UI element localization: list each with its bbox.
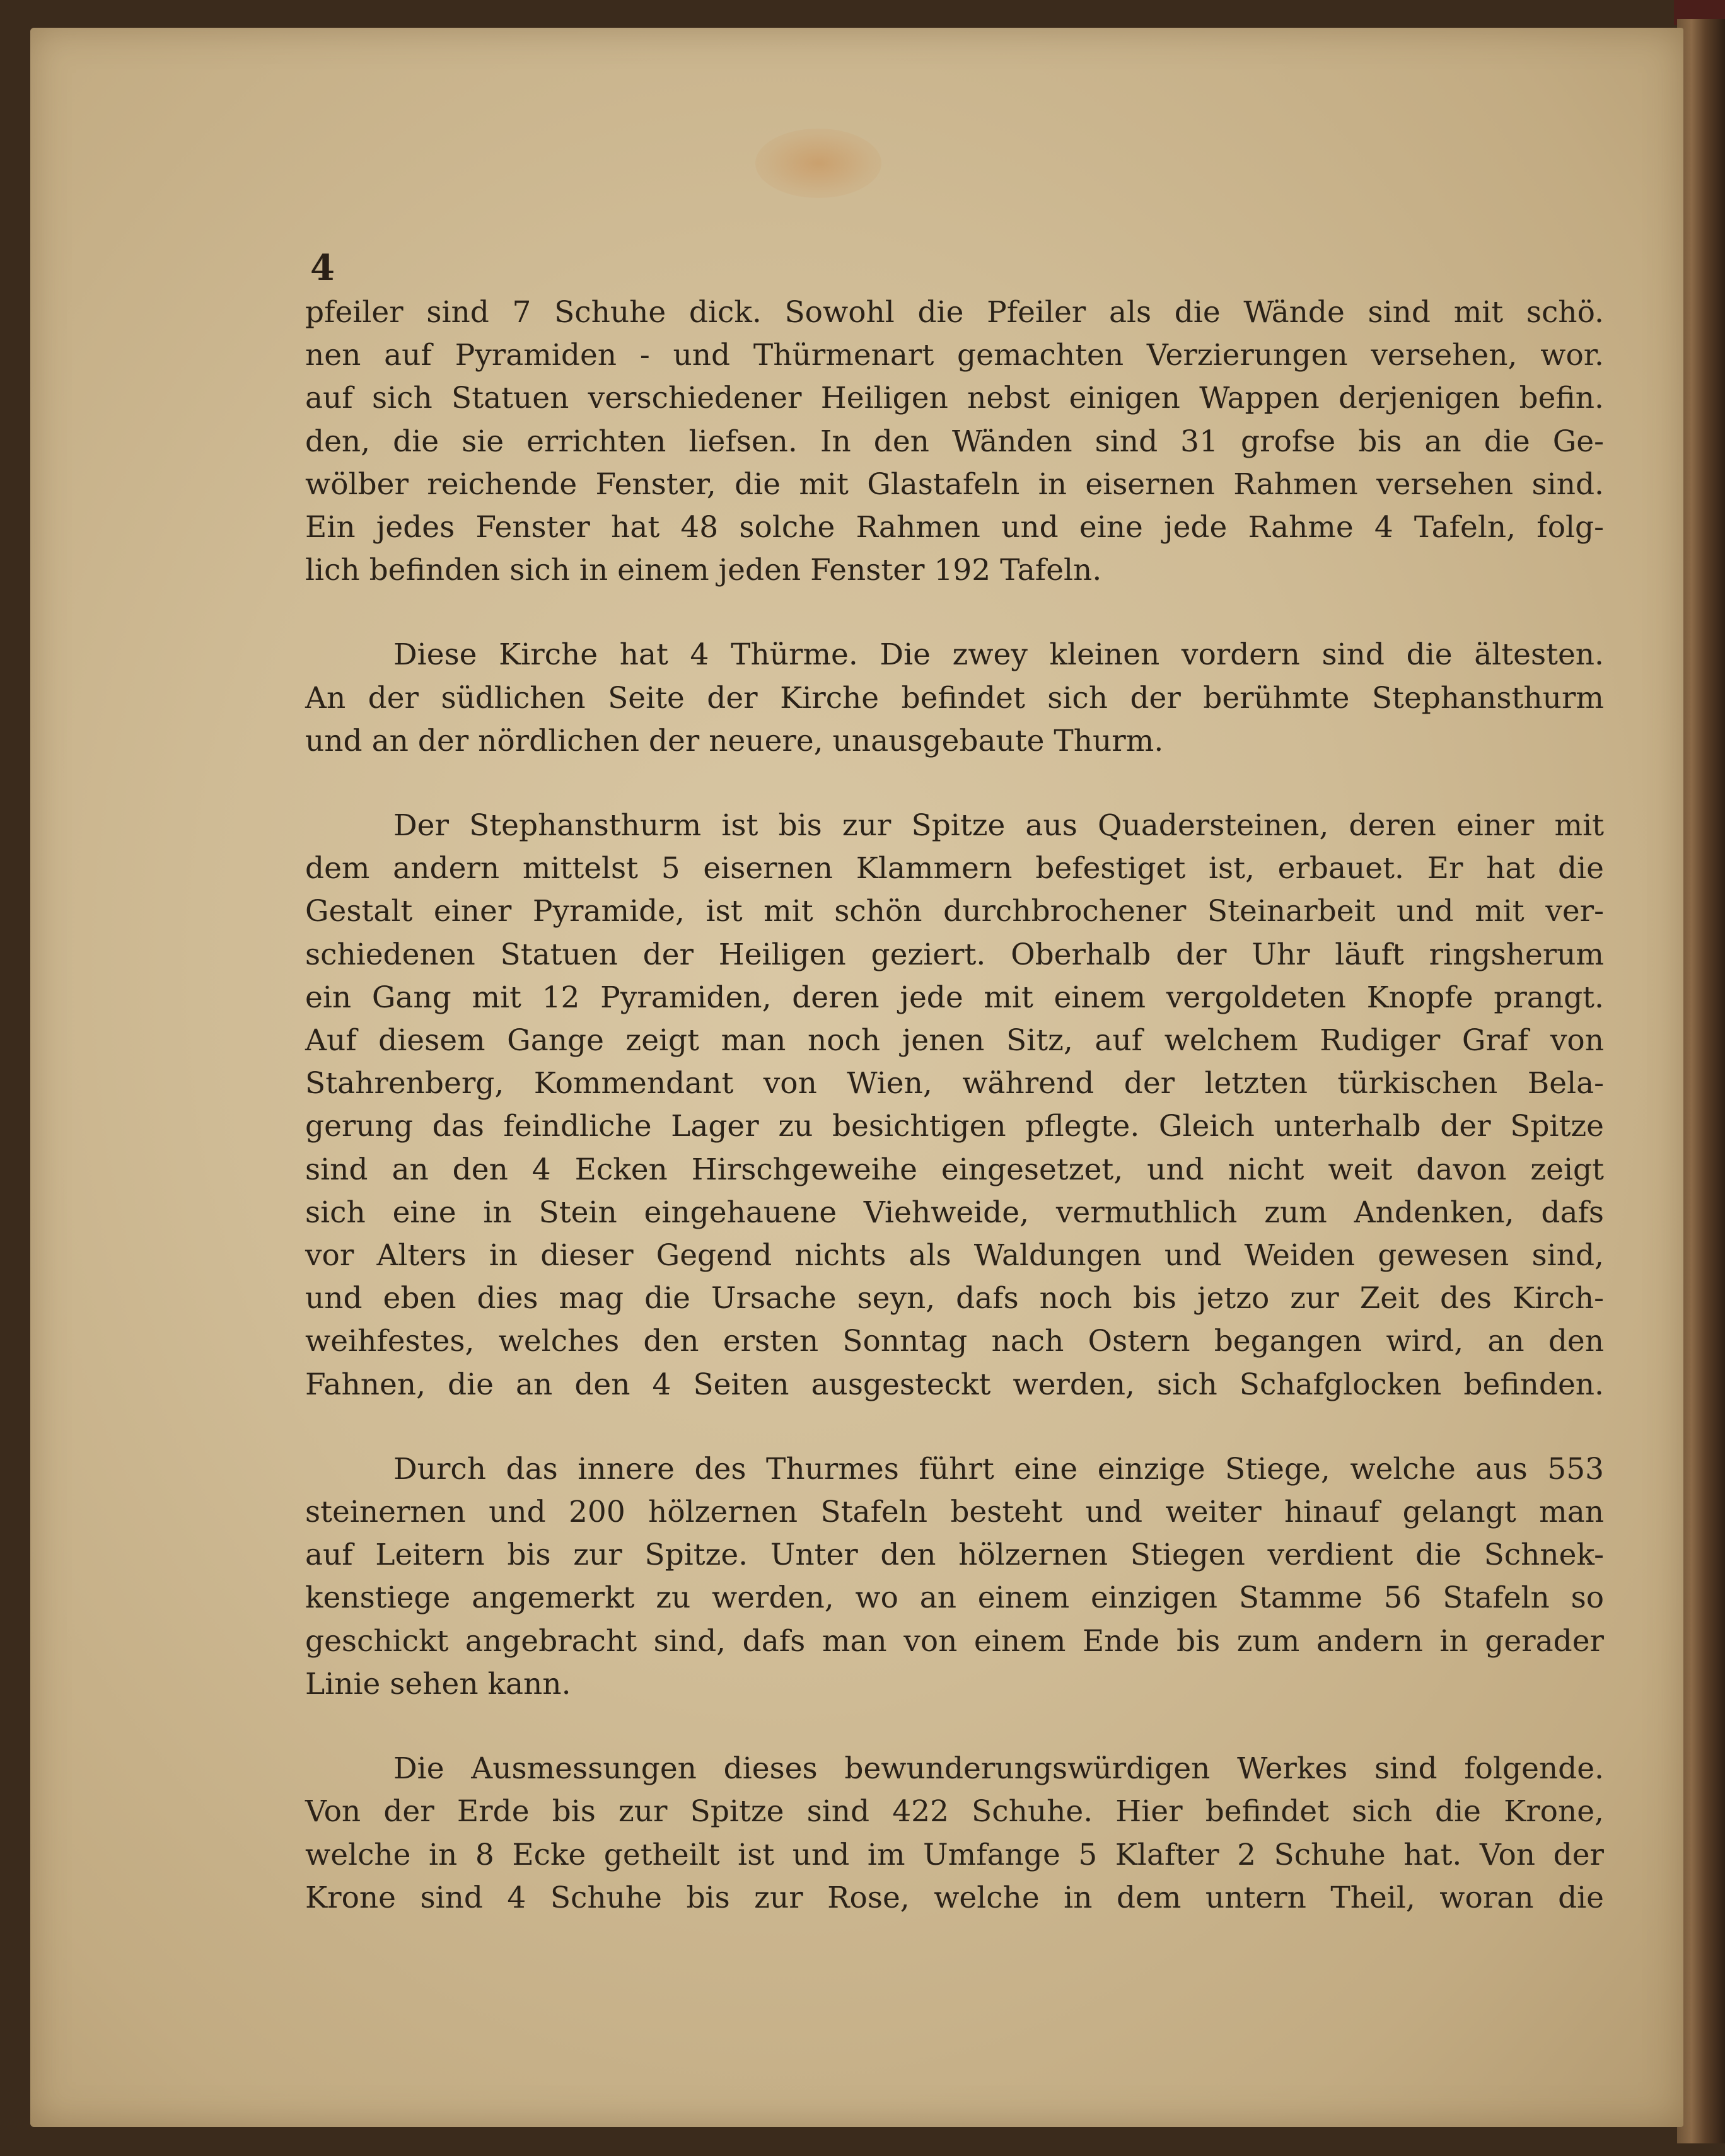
text-line: Auf diesem Gange zeigt man noch jenen Sitz, auf welchem Rudiger Graf von <box>305 1023 1604 1058</box>
text-line: Linie sehen kann. <box>305 1666 571 1701</box>
text-line: dem andern mittelst 5 eisernen Klammern befestiget ist, erbauet. Er hat die <box>305 851 1604 886</box>
text-line: sich eine in Stein eingehauene Viehweide, vermuthlich zum Andenken, dafs <box>305 1195 1604 1230</box>
body-text <box>305 291 1604 1920</box>
text-line: ein Gang mit 12 Pyramiden, deren jede mit einem vergoldeten Knopfe prangt. <box>305 980 1604 1015</box>
paragraph-5 <box>305 1747 1604 1920</box>
text-line: Von der Erde bis zur Spitze sind 422 Schuhe. Hier befindet sich die Krone, <box>305 1794 1604 1829</box>
text-line: steinernen und 200 hölzernen Stafeln besteht und weiter hinauf gelangt man <box>305 1495 1604 1530</box>
text-line: gerung das feindliche Lager zu besichtigen pflegte. Gleich unterhalb der Spitze <box>305 1109 1604 1144</box>
text-line: welche in 8 Ecke getheilt ist und im Umfange 5 Klafter 2 Schuhe hat. Von der <box>305 1837 1604 1872</box>
book-spine <box>1677 19 1725 2143</box>
text-line: schiedenen Statuen der Heiligen geziert. Oberhalb der Uhr läuft ringsherum <box>305 937 1604 972</box>
text-line: wölber reichende Fenster, die mit Glastafeln in eisernen Rahmen versehen sind. <box>305 467 1604 502</box>
text-line: auf sich Statuen verschiedener Heiligen nebst einigen Wappen derjenigen befin. <box>305 381 1604 416</box>
text-line: vor Alters in dieser Gegend nichts als Waldungen und Weiden gewesen sind, <box>305 1238 1604 1273</box>
paragraph-2 <box>305 634 1604 763</box>
text-line: Stahrenberg, Kommendant von Wien, während der letzten türkischen Bela- <box>305 1066 1604 1101</box>
text-line: und eben dies mag die Ursache seyn, dafs noch bis jetzo zur Zeit des Kirch- <box>305 1281 1604 1316</box>
text-line: Gestalt einer Pyramide, ist mit schön durchbrochener Steinarbeit und mit ver- <box>305 894 1604 929</box>
text-line: nen auf Pyramiden - und Thürmenart gemachten Verzierungen versehen, wor. <box>305 338 1604 373</box>
text-line: den, die sie errichten liefsen. In den Wänden sind 31 grofse bis an die Ge- <box>305 424 1604 459</box>
text-line: Durch das innere des Thurmes führt eine einzige Stiege, welche aus 553 <box>393 1451 1604 1487</box>
paragraph-4 <box>305 1448 1604 1706</box>
text-line: geschickt angebracht sind, dafs man von einem Ende bis zum andern in gerader <box>305 1623 1604 1659</box>
paragraph-1 <box>305 291 1604 592</box>
text-line: Der Stephansthurm ist bis zur Spitze aus Quadersteinen, deren einer mit <box>393 808 1604 843</box>
text-line: Krone sind 4 Schuhe bis zur Rose, welche in dem untern Theil, woran die <box>305 1880 1604 1915</box>
paragraph-3 <box>305 804 1604 1406</box>
text-line: An der südlichen Seite der Kirche befindet sich der berühmte Stephansthurm <box>305 680 1604 716</box>
text-line: pfeiler sind 7 Schuhe dick. Sowohl die Pfeiler als die Wände sind mit schö. <box>305 295 1604 330</box>
paper-stain <box>755 129 881 198</box>
text-line: weihfestes, welches den ersten Sonntag nach Ostern begangen wird, an den <box>305 1324 1604 1359</box>
text-line: Fahnen, die an den 4 Seiten ausgesteckt werden, sich Schafglocken befinden. <box>305 1367 1604 1402</box>
text-line: lich befinden sich in einem jeden Fenster 192 Tafeln. <box>305 553 1102 588</box>
text-line: und an der nördlichen der neuere, unausgebaute Thurm. <box>305 723 1164 758</box>
text-line: auf Leitern bis zur Spitze. Unter den hölzernen Stiegen verdient die Schnek- <box>305 1538 1604 1573</box>
text-line: Diese Kirche hat 4 Thürme. Die zwey kleinen vordern sind die ältesten. <box>393 637 1604 673</box>
text-line: Ein jedes Fenster hat 48 solche Rahmen und eine jede Rahme 4 Tafeln, folg- <box>305 510 1604 545</box>
text-line: Die Ausmessungen dieses bewunderungswürdigen Werkes sind folgende. <box>393 1751 1604 1787</box>
text-line: sind an den 4 Ecken Hirschgeweihe eingesetzet, und nicht weit davon zeigt <box>305 1152 1604 1187</box>
page-number: 4 <box>310 247 335 289</box>
text-line: kenstiege angemerkt zu werden, wo an einem einzigen Stamme 56 Stafeln so <box>305 1580 1604 1616</box>
